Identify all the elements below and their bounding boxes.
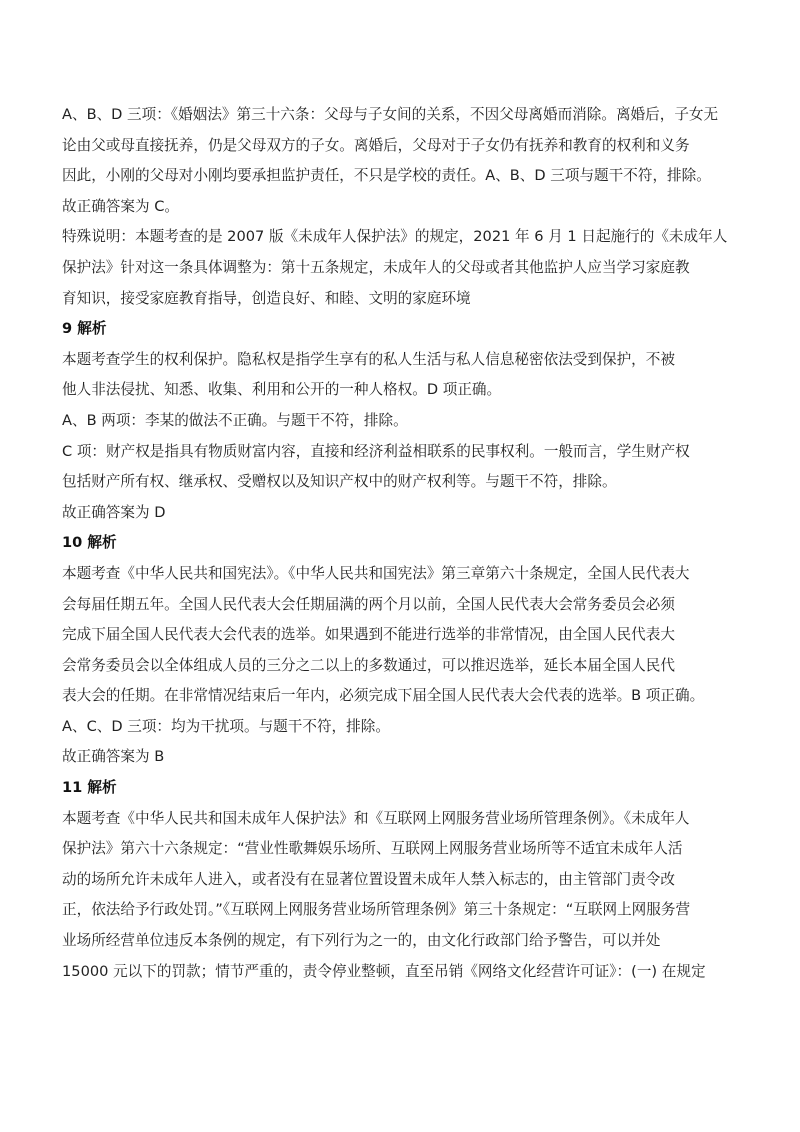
text-line: 表大会的任期。在非常情况结束后一年内，必须完成下届全国人民代表大会代表的选举。B 项正确。 (62, 687, 705, 705)
text-line: 业场所经营单位违反本条例的规定，有下列行为之一的，由文化行政部门给予警告，可以并处 (62, 932, 661, 950)
text-line: 育知识，接受家庭教育指导，创造良好、和睦、文明的家庭环境 (62, 289, 471, 307)
text-line: 会每届任期五年。全国人民代表大会任期届满的两个月以前，全国人民代表大会常务委员会必须 (62, 595, 675, 613)
text-line: A、C、D 三项：均为干扰项。与题干不符，排除。 (62, 717, 390, 735)
text-line: 故正确答案为 D (62, 503, 166, 521)
text-line: 保护法》针对这一条具体调整为：第十五条规定，未成年人的父母或者其他监护人应当学习家庭教 (62, 258, 690, 276)
text-line: 因此，小刚的父母对小刚均要承担监护责任，不只是学校的责任。A、B、D 三项与题干不符，排除。 (62, 167, 711, 185)
text-line: A、B、D 三项：《婚姻法》第三十六条：父母与子女间的关系，不因父母离婚而消除。离婚后，子女无 (62, 106, 719, 123)
text-line: 会常务委员会以全体组成人员的三分之二以上的多数通过，可以推迟选举，延长本届全国人民代 (62, 656, 675, 674)
text-line: 完成下届全国人民代表大会代表的选举。如果遇到不能进行选举的非常情况，由全国人民代表大 (62, 626, 675, 644)
text-line: 他人非法侵扰、知悉、收集、利用和公开的一种人格权。D 项正确。 (62, 381, 502, 399)
text-line: 动的场所允许未成年人进入，或者没有在显著位置设置未成年人禁入标志的，由主管部门责令改 (62, 870, 675, 888)
text-line: 15000 元以下的罚款；情节严重的，责令停业整顿，直至吊销《网络文化经营许可证》：(一) 在规定 (62, 962, 706, 980)
document-page (62, 100, 752, 987)
text-line: 故正确答案为 C。 (62, 197, 179, 215)
section-heading: 10 解析 (62, 534, 117, 552)
text-line: 正，依法给予行政处罚。”《互联网上网服务营业场所管理条例》第三十条规定：“互联网上网服务营 (62, 901, 691, 919)
section-heading: 9 解析 (62, 320, 107, 338)
text-line: 故正确答案为 B (62, 748, 165, 766)
text-line: 本题考查学生的权利保护。隐私权是指学生享有的私人生活与私人信息秘密依法受到保护，不被 (62, 350, 675, 368)
text-line: 保护法》第六十六条规定：“营业性歌舞娱乐场所、互联网上网服务营业场所等不适宜未成年人活 (62, 840, 683, 858)
text-line: 论由父或母直接抚养，仍是父母双方的子女。离婚后，父母对于子女仍有抚养和教育的权利和义务 (62, 136, 690, 154)
text-line: 本题考查《中华人民共和国宪法》。《中华人民共和国宪法》第三章第六十条规定，全国人民代表大 (62, 564, 690, 582)
text-line: A、B 两项：李某的做法不正确。与题干不符，排除。 (62, 411, 408, 429)
text-line: 特殊说明：本题考查的是 2007 版《未成年人保护法》的规定，2021 年 6 月 1 日起施行的《未成年人 (62, 228, 728, 246)
section-heading: 11 解析 (62, 779, 117, 797)
text-line: 本题考查《中华人民共和国未成年人保护法》和《互联网上网服务营业场所管理条例》。《未成年人 (62, 809, 690, 827)
text-line: C 项：财产权是指具有物质财富内容，直接和经济利益相联系的民事权利。一般而言，学生财产权 (62, 442, 690, 460)
text-line: 包括财产所有权、继承权、受赠权以及知识产权中的财产权利等。与题干不符，排除。 (62, 473, 617, 491)
